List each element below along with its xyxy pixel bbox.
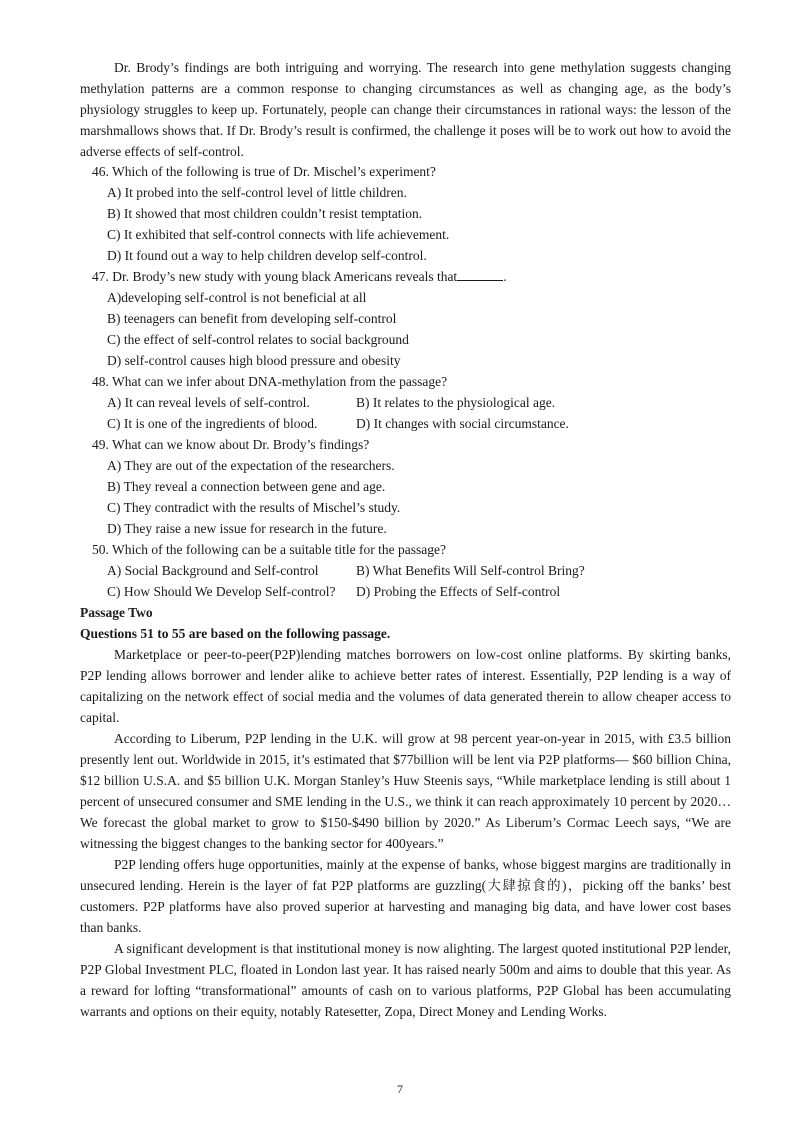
passage-two-paragraph-1 — [80, 644, 731, 728]
question-47-option-d: D) self-control causes high blood pressure and obesity — [107, 353, 401, 368]
question-47-option-c: C) the effect of self-control relates to social background — [107, 332, 409, 347]
question-46-option-c: C) It exhibited that self-control connects with life achievement. — [107, 227, 450, 242]
question-50-stem: 50. Which of the following can be a suitable title for the passage? — [92, 542, 447, 557]
question-48-option-a: A) It can reveal levels of self-control. — [107, 395, 310, 410]
question-46-option-d: D) It found out a way to help children develop self-control. — [107, 248, 427, 263]
question-49-option-b: B) They reveal a connection between gene and age. — [107, 479, 386, 494]
question-48-stem: 48. What can we infer about DNA-methylation from the passage? — [92, 374, 448, 389]
answer-blank — [457, 266, 503, 281]
question-47-option-b: B) teenagers can benefit from developing self-control — [107, 311, 397, 326]
question-49-option-c: C) They contradict with the results of Mischel’s study. — [107, 500, 401, 515]
question-47-stem — [92, 266, 507, 287]
page-number: 7 — [397, 1082, 403, 1096]
passage-two-paragraph-2 — [80, 728, 731, 854]
question-49-option-d: D) They raise a new issue for research in the future. — [107, 521, 387, 536]
passage1-conclusion-paragraph — [80, 57, 731, 162]
passage-two-paragraph-3 — [80, 854, 731, 938]
paragraph-text: P2P lending offers huge opportunities, mainly at the expense of banks, whose biggest margins are traditionally in unsecured lending. Herein is the layer of fat P2P platforms are guzzling(大肆掠食的)，picking off the banks’ best customers. P2P platforms have also proved superior at harvesting and managing big data, and have lower cost bases than banks. — [80, 857, 731, 935]
question-46-stem: 46. Which of the following is true of Dr. Mischel’s experiment? — [92, 164, 436, 179]
paragraph-text: Dr. Brody’s findings are both intriguing and worrying. The research into gene methylation suggests changing methylation patterns are a common response to changing circumstances as well as changing age, as the body’s physiology struggles to keep up. Fortunately, people can change their circumstances in rational ways: the lesson of the marshmallows shows that. If Dr. Brody’s result is confirmed, the challenge it poses will be to work out how to avoid the adverse effects of self-control. — [80, 60, 731, 159]
question-49-option-a: A) They are out of the expectation of the researchers. — [107, 458, 395, 473]
passage-two-paragraph-4 — [80, 938, 731, 1022]
passage-two-heading: Passage Two — [80, 605, 153, 620]
question-48-option-c: C) It is one of the ingredients of blood. — [107, 416, 318, 431]
question-46-option-b: B) It showed that most children couldn’t resist temptation. — [107, 206, 423, 221]
paragraph-text: According to Liberum, P2P lending in the U.K. will grow at 98 percent year-on-year in 2015, with £3.5 billion presently lent out. Worldwide in 2015, it’s estimated that $77billion will be lent via P2P platforms— $60 billion China, $12 billion U.S.A. and $5 billion U.K. Morgan Stanley’s Huw Steenis says, “While marketplace lending is still about 1 percent of unsecured consumer and SME lending in the U.S., we think it can reach approximately 10 percent by 2020… We forecast the global market to grow to $150-$490 billion by 2020.” As Liberum’s Cormac Leech says, “We are witnessing the biggest changes to the banking sector for 400years.” — [80, 731, 731, 851]
question-48-option-d: D) It changes with social circumstance. — [356, 416, 569, 431]
question-46-option-a: A) It probed into the self-control level of little children. — [107, 185, 407, 200]
paragraph-text: A significant development is that institutional money is now alighting. The largest quoted institutional P2P lender, P2P Global Investment PLC, floated in London last year. It has raised nearly 500m and aims to double that this year. As a reward for lofting “transformational” amounts of cash on to various platforms, P2P Global has been accumulating warrants and options on their equity, notably Ratesetter, Zopa, Direct Money and Lending Works. — [80, 941, 731, 1019]
question-50-option-d: D) Probing the Effects of Self-control — [356, 584, 561, 599]
passage-two-instructions: Questions 51 to 55 are based on the following passage. — [80, 626, 391, 641]
question-50-option-c: C) How Should We Develop Self-control? — [107, 584, 336, 599]
question-48-option-b: B) It relates to the physiological age. — [356, 395, 556, 410]
question-50-option-a: A) Social Background and Self-control — [107, 563, 319, 578]
question-47-option-a: A)developing self-control is not beneficial at all — [107, 290, 367, 305]
question-49-stem: 49. What can we know about Dr. Brody’s findings? — [92, 437, 370, 452]
question-47-stem-end: . — [503, 269, 507, 284]
paragraph-text: Marketplace or peer-to-peer(P2P)lending matches borrowers on low-cost online platforms. By skirting banks, P2P lending allows borrower and lender alike to achieve better rates of interest. Essentially, P2P lending is a way of capitalizing on the network effect of social media and the volumes of data generated therein to allow cheaper access to capital. — [80, 647, 731, 725]
question-47-stem-text: 47. Dr. Brody’s new study with young black Americans reveals that — [92, 269, 458, 284]
question-50-option-b: B) What Benefits Will Self-control Bring? — [356, 563, 585, 578]
